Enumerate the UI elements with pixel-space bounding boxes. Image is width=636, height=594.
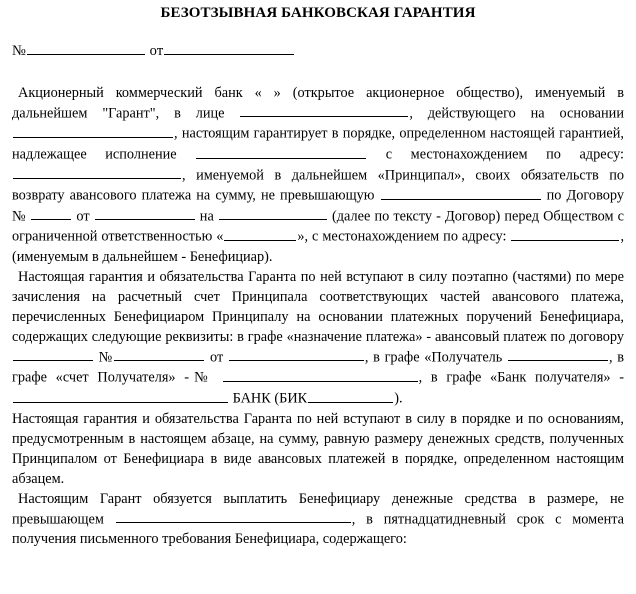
document-page [0, 3, 636, 594]
beneficiary-address-blank[interactable] [511, 226, 619, 241]
p1-text-2: , настоящим гарантирует в порядке, определенном настоящей гарантией, надлежащее исполнение [12, 125, 624, 163]
p4-text-1: , в пятнадцатидневный срок с момента получения письменного требования Бенефициара, содержащего: [12, 511, 624, 548]
contract-subject-blank[interactable] [219, 206, 327, 221]
guarantee-amount-blank[interactable] [381, 185, 541, 200]
paragraph-4 [12, 489, 624, 550]
p1-text-3: с местонахождением по адресу: [367, 146, 625, 163]
p2-text-5: , в графе «Банк получателя» - [418, 369, 625, 386]
p1-text-6: от [72, 208, 94, 225]
paragraph-1 [12, 83, 624, 267]
p1-text-8: (далее по тексту - Договор) перед Обществом с ограниченной ответственностью « [12, 208, 625, 245]
payment-contract-number-blank[interactable] [114, 347, 204, 362]
recipient-account-blank[interactable] [223, 367, 418, 382]
principal-address-blank[interactable] [13, 165, 181, 180]
p1-text-10: , (именуемым в дальнейшем - Бенефициар). [12, 228, 625, 265]
paragraph-2 [12, 267, 624, 409]
p2-text-6: БАНК (БИК [229, 390, 308, 407]
document-reference-line [12, 40, 624, 61]
max-payout-amount-blank[interactable] [116, 509, 351, 524]
authority-basis-blank[interactable] [13, 123, 173, 138]
contract-number-blank[interactable] [31, 206, 71, 221]
p3-text-0: Настоящая гарантия и обязательства Гаранта по ней вступают в силу в порядке и по основаниям, предусмотренным в настоящем абзаце, на сумму, равную размеру денежных средств, полученных Принципалом от Бенефициара в виде авансовых платежей в порядке, определенном настоящим абзацем. [12, 410, 624, 487]
payment-contract-date-blank[interactable] [229, 347, 364, 362]
p2-text-0: Настоящая гарантия и обязательства Гаранта по ней вступают в силу поэтапно (частями) по мере зачисления на расчетный счет Принципала соответствующих частей авансового платежа, перечисленных Бенефициаром Принципалу на основании платежных поручений Бенефициара, содержащих следующие реквизиты: в графе «назначение платежа» - авансовый платеж по договору [12, 268, 624, 345]
number-input-blank[interactable] [27, 40, 145, 55]
contract-date-blank[interactable] [95, 206, 195, 221]
page-title: БЕЗОТЗЫВНАЯ БАНКОВСКАЯ ГАРАНТИЯ [160, 5, 476, 21]
p1-text-0: Акционерный коммерческий банк « » (открытое акционерное общество), именуемый в дальнейшем "Гарант", в лице [12, 84, 624, 122]
payment-contract-blank[interactable] [13, 347, 93, 362]
principal-name-blank[interactable] [196, 144, 366, 159]
p2-text-1: № [94, 349, 114, 366]
p2-text-3: , в графе «Получатель [364, 349, 507, 366]
p1-text-5: по Договору № [12, 187, 624, 225]
guarantor-representative-blank[interactable] [240, 103, 408, 118]
date-label: от [149, 42, 164, 59]
recipient-name-blank[interactable] [508, 347, 608, 362]
p2-text-4: , в графе «счет Получателя» -№ [12, 349, 624, 386]
p2-text-7: ). [394, 390, 403, 407]
p2-text-2: от [205, 349, 228, 366]
p4-text-0: Настоящим Гарант обязуется выплатить Бенефициару денежные средства в размере, не превышающем [12, 490, 624, 528]
number-label: № [12, 42, 27, 59]
p1-text-1: , действующего на основании [409, 105, 624, 122]
p1-text-4: , именуемой в дальнейшем «Принципал», своих обязательств по возврату авансового платежа на сумму, не превышающую [12, 167, 624, 204]
p1-text-7: на [195, 208, 218, 225]
beneficiary-name-blank[interactable] [224, 226, 296, 241]
date-input-blank[interactable] [164, 40, 294, 55]
bik-blank[interactable] [308, 388, 393, 403]
p1-text-9: », с местонахождением по адресу: [297, 228, 511, 245]
paragraph-3 [12, 409, 624, 489]
recipient-bank-blank[interactable] [13, 388, 228, 403]
